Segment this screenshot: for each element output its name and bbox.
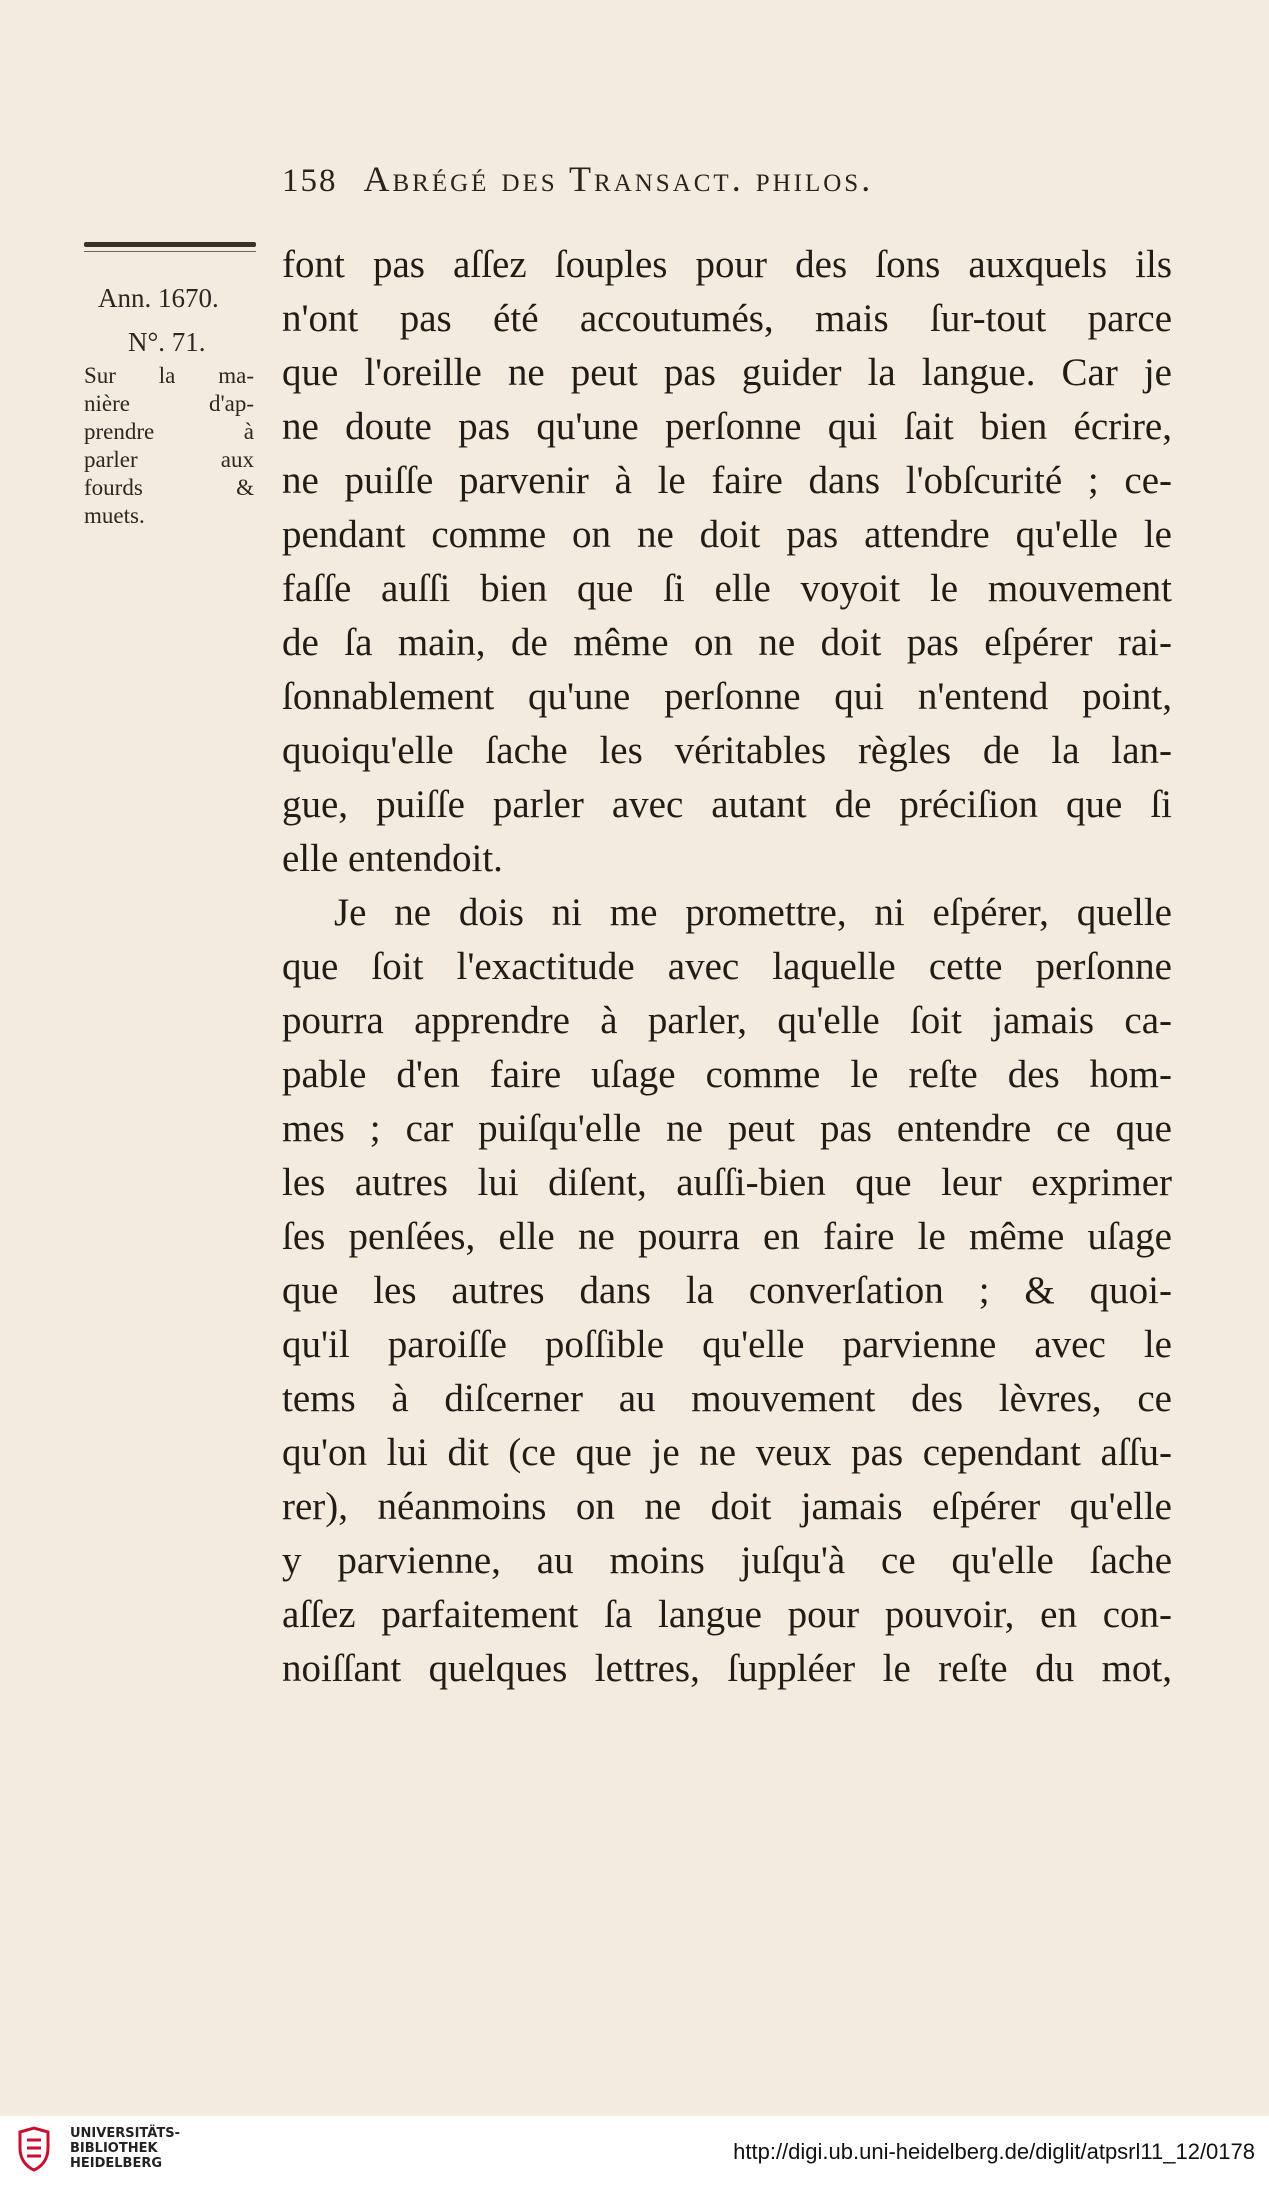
library-name-line: HEIDELBERG (70, 2156, 163, 2171)
source-url[interactable]: http://digi.ub.uni-heidelberg.de/diglit/atpsrl11_12/0178 (733, 2139, 1255, 2164)
text-line: tems à diſcerner au mouvement des lèvres, ce (282, 1377, 1172, 1420)
text-line: gue, puiſſe parler avec autant de préciſion que ſi (282, 783, 1172, 826)
library-name-line: BIBLIOTHEK (70, 2141, 158, 2156)
text-line: qu'on lui dit (ce que je ne veux pas cependant aſſu- (282, 1431, 1172, 1474)
page-number: 158 (282, 163, 338, 199)
text-line: faſſe auſſi bien que ſi elle voyoit le mouvement (282, 567, 1172, 610)
text-line: qu'il paroiſſe poſſible qu'elle parvienne avec le (282, 1323, 1172, 1366)
text-line: pable d'en faire uſage comme le reſte des hom- (282, 1053, 1172, 1096)
margin-subject-line: fourds & (84, 475, 254, 500)
margin-subject-line: parler aux (84, 447, 254, 472)
text-line: que ſoit l'exactitude avec laquelle cette perſonne (282, 945, 1172, 988)
text-line: n'ont pas été accoutumés, mais ſur-tout parce (282, 297, 1172, 340)
viewer-footer (0, 2116, 1269, 2194)
body-text (282, 238, 1172, 1696)
text-line: Je ne dois ni me promettre, ni eſpérer, quelle (334, 891, 1172, 934)
margin-subject-line: prendre à (84, 419, 254, 444)
text-line: ſonnablement qu'une perſonne qui n'entend point, (282, 675, 1172, 718)
running-head (282, 158, 1182, 202)
text-line: mes ; car puiſqu'elle ne peut pas entendre ce que (282, 1107, 1172, 1150)
library-name (70, 2126, 180, 2171)
margin-subject-line: muets. (84, 503, 145, 528)
ornamental-rule (84, 242, 256, 247)
text-line: y parvienne, au moins juſqu'à ce qu'elle ſache (282, 1539, 1172, 1582)
text-line: ne doute pas qu'une perſonne qui ſait bien écrire, (282, 405, 1172, 448)
text-line: noiſſant quelques lettres, ſuppléer le reſte du mot, (282, 1647, 1172, 1690)
margin-note-year (84, 276, 254, 364)
text-line: ſes penſées, elle ne pourra en faire le même uſage (282, 1215, 1172, 1258)
margin-year: Ann. 1670. (98, 283, 219, 313)
margin-number: N°. 71. (128, 327, 206, 357)
text-line: pourra apprendre à parler, qu'elle ſoit jamais ca- (282, 999, 1172, 1042)
text-line: aſſez parfaitement ſa langue pour pouvoir, en con- (282, 1593, 1172, 1636)
margin-subject-line: nière d'ap- (84, 391, 254, 416)
text-line: font pas aſſez ſouples pour des ſons auxquels ils (282, 243, 1172, 286)
running-title: Abrégé des Transact. philos. (363, 159, 874, 199)
text-line: rer), néanmoins on ne doit jamais eſpérer qu'elle (282, 1485, 1172, 1528)
text-line: de ſa main, de même on ne doit pas eſpérer rai- (282, 621, 1172, 664)
text-line: elle entendoit. (282, 837, 503, 880)
text-line: que l'oreille ne peut pas guider la langue. Car je (282, 351, 1172, 394)
text-line: les autres lui diſent, auſſi-bien que leur exprimer (282, 1161, 1172, 1204)
margin-subject-line: Sur la ma- (84, 363, 254, 388)
heidelberg-library-logo-icon (16, 2126, 52, 2172)
margin-note-subject (84, 362, 254, 530)
text-line: que les autres dans la converſation ; & quoi- (282, 1269, 1172, 1312)
text-line: ne puiſſe parvenir à le faire dans l'obſcurité ; ce- (282, 459, 1172, 502)
text-line: pendant comme on ne doit pas attendre qu'elle le (282, 513, 1172, 556)
library-name-line: UNIVERSITÄTS- (70, 2126, 180, 2141)
text-line: quoiqu'elle ſache les véritables règles de la lan- (282, 729, 1172, 772)
